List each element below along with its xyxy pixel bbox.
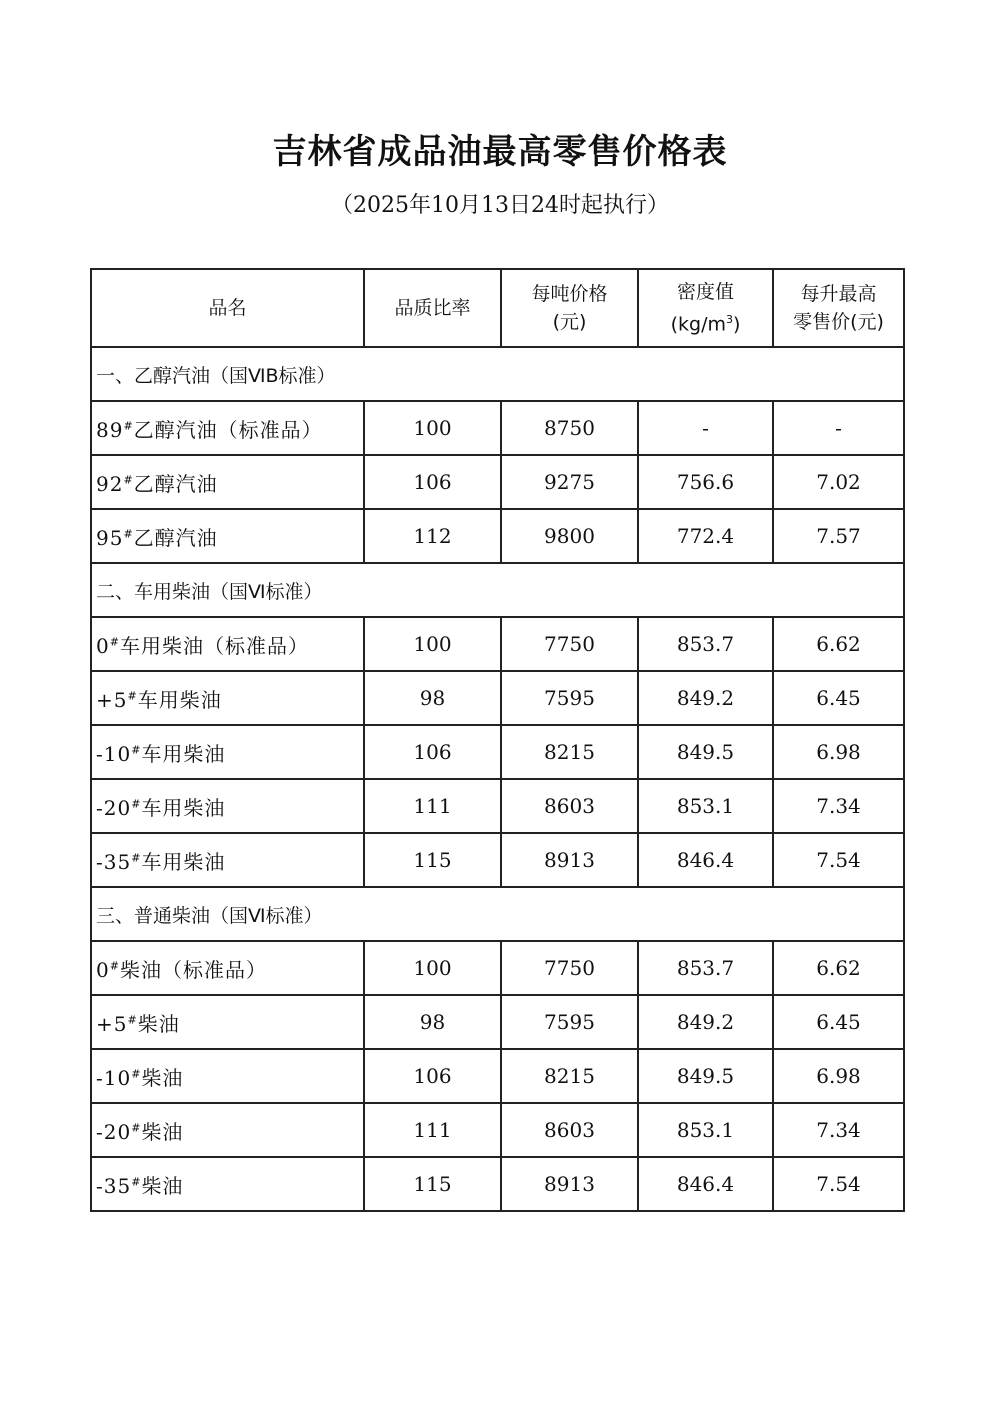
header-price-per-ton-line1: 每吨价格 [531,283,608,305]
product-label: 柴油 [141,1065,184,1090]
product-grade: -20 [96,1119,132,1144]
grade-mark: # [127,688,138,702]
retail-price-cell: 6.45 [773,995,904,1049]
section-title: 一、乙醇汽油（国ⅥB标准） [91,347,904,401]
price-per-ton-cell: 9800 [501,509,638,563]
product-label: 车用柴油（标准品） [119,633,309,658]
retail-price-cell: 7.54 [773,833,904,887]
table-row [91,401,904,455]
retail-price-cell: 6.45 [773,671,904,725]
product-label: 乙醇汽油 [133,525,218,550]
price-per-ton-cell: 7595 [501,995,638,1049]
header-density-unit-sup: 3 [725,312,733,326]
header-density-unit-suffix: ) [732,313,741,336]
product-label: 柴油 [141,1173,184,1198]
product-grade: +5 [96,1011,128,1036]
effective-date-subtitle: （2025年10月13日24时起执行） [331,193,669,218]
grade-mark: # [131,1174,142,1188]
density-cell: 772.4 [638,509,773,563]
retail-price-cell: 7.02 [773,455,904,509]
density-cell: 756.6 [638,455,773,509]
header-quality-ratio [364,269,501,347]
density-cell: 849.5 [638,1049,773,1103]
density-cell: 853.7 [638,941,773,995]
price-per-ton-cell: 8913 [501,1157,638,1211]
product-name-cell [91,725,364,779]
table-row [91,1049,904,1103]
grade-mark: # [131,742,142,756]
quality-ratio-cell: 98 [364,671,501,725]
section-row [91,563,904,617]
table-row [91,1157,904,1211]
product-name-cell [91,1157,364,1211]
page-title: 吉林省成品油最高零售价格表 [272,132,728,172]
grade-mark: # [131,850,142,864]
product-label: 乙醇汽油（标准品） [133,417,323,442]
grade-mark: # [123,418,134,432]
grade-mark: # [127,1012,138,1026]
product-name-cell [91,671,364,725]
table-row [91,509,904,563]
quality-ratio-cell: 100 [364,617,501,671]
price-per-ton-cell: 8913 [501,833,638,887]
header-price-per-ton-line2: (元) [552,311,587,333]
quality-ratio-cell: 106 [364,1049,501,1103]
product-label: 车用柴油 [137,687,222,712]
product-grade: 89 [96,417,124,442]
product-grade: -35 [96,1173,132,1198]
quality-ratio-cell: 111 [364,779,501,833]
product-label: 柴油 [137,1011,180,1036]
section-title: 二、车用柴油（国Ⅵ标准） [91,563,904,617]
header-retail-price [773,269,904,347]
price-per-ton-cell: 8215 [501,725,638,779]
header-quality-ratio-label: 品质比率 [394,297,471,319]
density-cell: 849.5 [638,725,773,779]
price-per-ton-cell: 8603 [501,1103,638,1157]
product-name-cell [91,617,364,671]
table-row [91,833,904,887]
price-per-ton-cell: 7750 [501,617,638,671]
product-grade: -35 [96,849,132,874]
table-row [91,455,904,509]
quality-ratio-cell: 115 [364,833,501,887]
quality-ratio-cell: 106 [364,455,501,509]
quality-ratio-cell: 115 [364,1157,501,1211]
header-name-label: 品名 [208,297,247,319]
header-row [91,269,904,347]
header-retail-line1: 每升最高 [800,283,877,305]
product-name-cell [91,833,364,887]
grade-mark: # [109,634,120,648]
table-body [91,347,904,1211]
header-density-unit [639,306,772,338]
grade-mark: # [123,472,134,486]
density-cell: 849.2 [638,995,773,1049]
density-cell: 846.4 [638,1157,773,1211]
price-per-ton-cell: 8603 [501,779,638,833]
product-grade: -10 [96,1065,132,1090]
density-cell: 853.1 [638,1103,773,1157]
product-name-cell [91,455,364,509]
product-label: 柴油 [141,1119,184,1144]
table-row [91,995,904,1049]
retail-price-cell: 7.34 [773,1103,904,1157]
retail-price-cell: 6.98 [773,725,904,779]
retail-price-cell: 7.54 [773,1157,904,1211]
product-grade: 95 [96,525,124,550]
header-price-per-ton [501,269,638,347]
grade-mark: # [131,1066,142,1080]
table-row [91,725,904,779]
retail-price-cell: 7.34 [773,779,904,833]
grade-mark: # [109,958,120,972]
fuel-price-table [90,268,905,1212]
quality-ratio-cell: 100 [364,941,501,995]
section-title: 三、普通柴油（国Ⅵ标准） [91,887,904,941]
grade-mark: # [131,1120,142,1134]
product-label: 车用柴油 [141,741,226,766]
product-grade: +5 [96,687,128,712]
header-density-unit-prefix: (kg/m [670,313,726,336]
quality-ratio-cell: 98 [364,995,501,1049]
retail-price-cell: 6.62 [773,941,904,995]
product-name-cell [91,1103,364,1157]
retail-price-cell: 7.57 [773,509,904,563]
retail-price-cell: - [773,401,904,455]
product-grade: -20 [96,795,132,820]
table-row [91,941,904,995]
product-grade: 0 [96,633,110,658]
product-name-cell [91,1049,364,1103]
product-grade: 92 [96,471,124,496]
grade-mark: # [131,796,142,810]
grade-mark: # [123,526,134,540]
product-label: 乙醇汽油 [133,471,218,496]
product-name-cell [91,509,364,563]
product-label: 车用柴油 [141,849,226,874]
quality-ratio-cell: 100 [364,401,501,455]
retail-price-cell: 6.62 [773,617,904,671]
price-per-ton-cell: 7595 [501,671,638,725]
product-name-cell [91,941,364,995]
table-row [91,617,904,671]
density-cell: - [638,401,773,455]
section-row [91,887,904,941]
header-density [638,269,773,347]
price-per-ton-cell: 7750 [501,941,638,995]
table-row [91,1103,904,1157]
table-row [91,671,904,725]
header-density-line1: 密度值 [676,280,734,303]
product-grade: -10 [96,741,132,766]
density-cell: 853.1 [638,779,773,833]
header-name [91,269,364,347]
product-label: 柴油（标准品） [119,957,267,982]
retail-price-cell: 6.98 [773,1049,904,1103]
product-grade: 0 [96,957,110,982]
price-per-ton-cell: 9275 [501,455,638,509]
section-row [91,347,904,401]
quality-ratio-cell: 112 [364,509,501,563]
product-label: 车用柴油 [141,795,226,820]
density-cell: 849.2 [638,671,773,725]
product-name-cell [91,995,364,1049]
product-name-cell [91,401,364,455]
product-name-cell [91,779,364,833]
quality-ratio-cell: 111 [364,1103,501,1157]
table-row [91,779,904,833]
header-retail-line2: 零售价(元) [793,311,884,333]
density-cell: 846.4 [638,833,773,887]
price-per-ton-cell: 8750 [501,401,638,455]
table-header [91,269,904,347]
price-per-ton-cell: 8215 [501,1049,638,1103]
density-cell: 853.7 [638,617,773,671]
quality-ratio-cell: 106 [364,725,501,779]
